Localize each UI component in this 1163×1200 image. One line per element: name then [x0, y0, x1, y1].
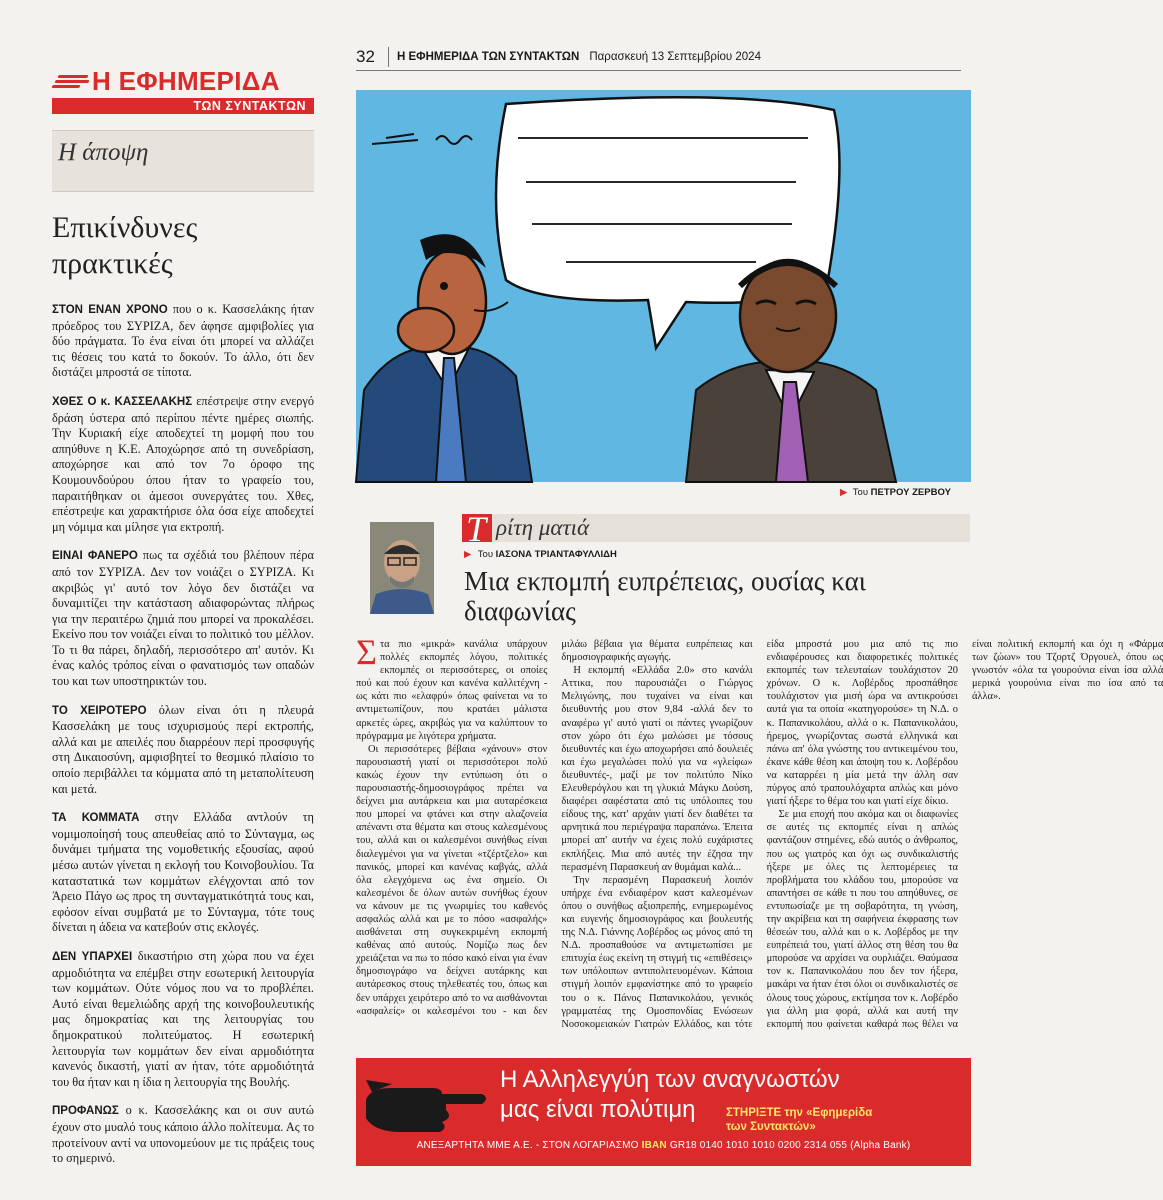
byline-name: ΙΑΣΟΝΑ ΤΡΙΑΝΤΑΦΥΛΛΙΔΗ: [495, 549, 617, 560]
columnist-photo: [370, 522, 434, 614]
ad-iban-label: IBAN: [641, 1140, 667, 1151]
ad-line-1: Η Αλληλεγγύη των αναγνωστών: [500, 1066, 840, 1093]
opinion-rubric: Η άποψη: [58, 139, 149, 166]
byline-prefix: Του: [477, 549, 494, 560]
editorial-paragraph: [52, 810, 314, 936]
drop-cap: Σ: [356, 632, 377, 672]
column-byline: [464, 549, 617, 560]
editorial-paragraph-lead: ΣΤΟΝ ΕΝΑΝ ΧΡΟΝΟ: [52, 304, 168, 316]
editorial-paragraph: [52, 949, 314, 1090]
editorial-paragraph-lead: ΤΟ ΧΕΙΡΟΤΕΡΟ: [52, 704, 147, 717]
editorial-paragraph: [52, 1103, 314, 1166]
column-first-paragraph: [356, 632, 548, 743]
masthead-mark-icon: [52, 73, 90, 91]
ad-bank-name: (Alpha Bank): [850, 1140, 911, 1151]
editorial-paragraph: [52, 302, 314, 381]
opinion-rubric-box: [52, 130, 314, 192]
column-rubric-text: ρίτη ματιά: [496, 515, 590, 540]
editorial-paragraph-text: που ο κ. Κασσελάκης ήταν πρόεδρος του ΣΥΡΙΖΑ, δεν άφησε αμφιβολίες για δύο πράγματα. Το ένα είναι ότι μπορεί να αλλάζει τις θέσεις του κατά το δοκούν. Το άλλο, ότι δεν διστάζει μπροστά σε τίποτα.: [52, 302, 314, 380]
column-rubric-initial-box: [462, 509, 492, 549]
column-paragraph: Την περασμένη Παρασκευή λοιπόν υπήρχε ένα ενδιαφέρον καστ καλεσμένων όπου ο συνήθως αξιοπρεπής, ενημερωμένος και ευγενής δημοσιογράφος και βουλευτής της Ν.Δ. Γιάννης Λοβέρδος ως μόνος από τη Ν.Δ. προσπαθούσε να αντιμετωπίσει με επιτυχία έως εκείνη τη στιγμή τις «επιθέσεις» των υπόλοιπων αντιπολιτευομένων. Κάποια στιγμή λοιπόν εμφανίστηκε από το γραφείο του ο κ. Πάνος Παπανικολάου, γενικός γραμματέας της Ομοσπονδίας Ενώσεων Νοσοκομειακών Γιατρών Ελλάδος, και τότε είδα μπροστά μου μια από τις πιο ενδιαφέρουσες και διαφορετικές πολιτικές εκπομπές των τελευταίων τουλάχιστον 20 χρόνων. Ο κ. Λοβέρδος προσπάθησε τουλάχιστον για μισή ώρα να αντικρούσει αυτά για τα οποία «κατηγορούσε» τη Ν.Δ. ο κ. Παπανικολάου, αλλά ο κ. Παπανικολάου, ήρεμος, γνωρίζοντας σωστά ελληνικά και πάνω απ' όλα γνώστης του αντικειμένου του, έκανε κάθε θέση και άποψη του κ. Λοβέρδου να καταρρέει η μία μετά την άλλη σαν πύργος από τραπουλόχαρτα απλώς και μόνο γιατί ήξερε το θέμα του και γιατί είχε δίκιο.: [561, 639, 958, 1030]
editorial-headline: Επικίνδυνες πρακτικές: [52, 211, 198, 280]
reader-solidarity-ad: [356, 1058, 971, 1166]
ad-support-text: [726, 1106, 872, 1134]
editorial-paragraph-lead: ΔΕΝ ΥΠΑΡΧΕΙ: [52, 950, 133, 963]
cartoon-illustration: [356, 90, 971, 482]
page-header: [356, 44, 961, 71]
header-paper-name: Η ΕΦΗΜΕΡΙΔΑ ΤΩΝ ΣΥΝΤΑΚΤΩΝ: [397, 51, 580, 63]
editorial-paragraph-text: δικαστήριο στη χώρα που να έχει αρμοδιότητα να επέμβει στην εσωτερική λειτουργία των κομμάτων. Ούτε νόμος που να το προβλέπει. Αυτό είναι θεμελιώδης αρχή της κοινοβουλευτικής μας δημοκρατίας και της λειτουργίας του δημοκρατικού πολιτεύματος. Η εσωτερική λειτουργία των κομμάτων δεν είναι αρμοδιότητα κανενός δικαστή, γιατί αν ήταν, τότε αρμοδιότητά του θα ήταν και η ίδια η λειτουργία της Βουλής.: [52, 948, 315, 1089]
column-paragraph: Σε μια εποχή που ακόμα και οι διαφωνίες σε αυτές τις εκπομπές είναι η απλώς φαντάζουν στημένες, εδώ αυτός ο άνθρωπος, που ως γιατρός και όχι ως συνδικαλιστής ήξερε με όλες τις λεπτομέρειες τα προβλήματα του κλάδου του, μπορούσε να απαντήσει σε κάθε τι που του απηύθυνες, σε εντυπωσίαζε με τη σοβαρότητα, τη γνώση, την ακρίβεια και τη σαφήνεια έκφρασης των θέσεών του, αλλά και ο κ. Λοβέρδος με την ευπρέπειά του, γιατί άλλος στη θέση του θα μπορούσε να αρχίσει να ουρλιάζει. Θαύμασα τον κ. Παπανικολάου που δεν τον ήξερα, μακάρι να ήταν έτσι όλοι οι συνδικαλιστές σε όλους τους χώρους, εκτίμησα τον κ. Λοβέρδο για άλλη μια φορά, αλλά και αυτή την εκπομπή που φαίνεται καθαρά πως θέλει να είναι πολιτική εκπομπή και όχι η «Φάρμα των ζώων» του Τζορτζ Όργουελ, όπου ως γνωστόν «όλα τα γουρούνια είναι ίσα αλλά μερικά γουρούνια είναι πιο ίσα από τα άλλα».: [766, 639, 1163, 1030]
column-rubric-initial: Τ: [466, 509, 487, 549]
play-triangle-icon: ▶: [840, 487, 848, 498]
column-first-paragraph-text: τα πιο «μικρά» κανάλια υπάρχουν πολλές εκπομπές λόγου, πολιτικές εκπομπές οι περισσότερες, οι οποίες πού και πού έχουν και κανένα καλλιτέχνη - ως κάτι πιο «ελαφρύ» όπως φαίνεται να το αντιμετωπίζουν, που κρατάει μάλιστα αρκετές ώρες, ακριβώς για να καλύπτουν το πρόγραμμα με λιγότερα χρήματα.: [356, 639, 548, 742]
cartoon-credit: [840, 487, 951, 498]
editorial-paragraph: [52, 394, 314, 535]
cartoon-credit-name: ΠΕΤΡΟΥ ΖΕΡΒΟΥ: [870, 487, 951, 498]
editorial-paragraph-lead: ΧΘΕΣ Ο κ. ΚΑΣΣΕΛΑΚΗΣ: [52, 395, 193, 408]
editorial-body: [52, 302, 314, 1180]
column-title: Μια εκπομπή ευπρέπειας, ουσίας και διαφωνίας: [464, 566, 866, 626]
editorial-paragraph-text: επέστρεψε στην ενεργό δράση ύστερα από περίπου πέντε ημέρες σιωπής. Την Κυριακή είχε αποδεχτεί τη μομφή που του απηύθυνε η Κ.Ε. Αποχώρησε από τη συνεδρίαση, αποχώρησε και από τον 7ο όροφο της Κουμουνδούρου όπου ήταν το γραφείο του, παραιτήθηκαν οι άμεσοι συνεργάτες του. Χθες, επέστρεψε και χαρακτήρισε όλα όσα είχε αποδεχτεί μη νόμιμα και μίλησε για εκτροπή.: [52, 393, 314, 534]
page-number: 32: [356, 47, 389, 67]
editorial-paragraph: [52, 703, 314, 798]
ad-bank-prefix: ΑΝΕΞΑΡΤΗΤΑ ΜΜΕ Α.Ε. - ΣΤΟΝ ΛΟΓΑΡΙΑΣΜΟ: [416, 1140, 639, 1151]
column-paragraph: Οι περισσότερες βέβαια «χάνουν» στον παρουσιαστή γιατί οι περισσότεροι πολύ κακώς έχουν την εντύπωση ότι ο παρουσιαστής-δημοσιογράφος πρέπει να δείχνει μια αυτάρκεια και μια αυταρέσκεια που μπορεί να φτάνει και στην αλαζονεία απέναντι στα θέματα και στους καλεσμένους του, αλλά και οι καλεσμένοι συνήθως είναι διαλεγμένοι για να γίνεται «τζέρτζελο» και πανικός, μπορεί και κανένας καβγάς, αλλά όλα ελεγχόμενα ως ένα σημείο. Οι καλεσμένοι δε όλων αυτών συνήθως έχουν να κάνουν με τις γνωριμίες του καθενός ασφαλώς αλλά και με το πόσο «ασφαλής» αισθάνεται στη συγκεκριμένη εκπομπή καθένας από αυτούς. Νομίζω πως δεν χρειάζεται να πω το πόσο κακό είναι για έναν δημοσιογράφο να δείχνει αυτάρκης και αυτάρεσκος στους τηλεθεατές του, όπως και δεν υπάρχει χειρότερο από το να αισθάνονται «ασφαλείς» οι καλεσμένοι του - και δεν μιλάω βέβαια για θέματα ευπρέπειας και δημοσιογραφικής αγωγής.: [356, 639, 753, 1017]
masthead-subtitle: ΤΩΝ ΣΥΝΤΑΚΤΩΝ: [52, 98, 314, 114]
pointing-hand-icon: [362, 1070, 492, 1140]
masthead: [52, 66, 314, 114]
ad-iban: GR18 0140 1010 1010 0200 2314 055: [669, 1140, 848, 1151]
header-date: Παρασκευή 13 Σεπτεμβρίου 2024: [589, 51, 761, 63]
masthead-name: Η ΕΦΗΜΕΡΙΔΑ: [92, 66, 280, 96]
column-paragraph: Η εκπομπή «Ελλάδα 2.0» στο κανάλι Αττικα, που παρουσιάζει ο Γιώργος Μελιγώνης, που τυχαίνει να είναι και διευθυντής μου στον 9,84 -αλλά δεν το αναφέρω γι' αυτό γιατί οι πάντες γνωρίζουν στον χώρο ότι έχω μαλώσει με τόσους διευθυντές και έχω αποχωρήσει από δουλειές και έχω μεγαλώσει πολύ για να «γλείφω» διευθυντές-, μαζί με τον πολιτύπο Νίκο Ελευθερόγλου και τη γλυκιά Μάγκυ Δούση, διαφέρει σαφέστατα από τις υπόλοιπες του είδους της, κατ' αρχάιν γιατί δεν διαθέτει τα αρνητικά που περιέγραψα παραπάνω. Έπειτα μπορεί απ' αυτήν να έχεις πολύ ευχάριστες εκπλήξεις. Μια από αυτές την έζησα την περασμένη Παρασκευή αν θυμάμαι καλά...: [561, 665, 753, 873]
editorial-paragraph-text: όλων είναι ότι η πλευρά Κασσελάκη με τους ισχυρισμούς περί εκτροπής, αλλά και με απειλές που διαρρέουν περί προσφυγής στη Δικαιοσύνη, αμφισβητεί το θεσμικό πλαίσιο το οποίο περιβάλλει τα κόμματα από τη μεταπολίτευση και μετά.: [52, 702, 315, 796]
cartoon-credit-prefix: Του: [852, 487, 869, 498]
editorial-paragraph-lead: ΠΡΟΦΑΝΩΣ: [52, 1105, 119, 1118]
editorial-paragraph-text: στην Ελλάδα αντλούν τη νομιμοποίησή τους απευθείας από το Σύνταγμα, ως δυνάμει τμήματα της νομοθετικής εξουσίας, αφού μέσω αυτών γίνεται η εκλογή του Κοινοβουλίου. Τα καταστατικά των κομμάτων ελέγχονται από τον Άρειο Πάγο ως προς τη συνταγματικότητά τους και, εφόσον είναι συμβατά με το Σύνταγμα, τότε τους δίνεται η άδεια να κατεβούν στις εκλογές.: [52, 810, 314, 935]
ad-line-2: μας είναι πολύτιμη: [500, 1096, 696, 1123]
column-rubric: [462, 509, 970, 549]
ad-bank-details: [356, 1140, 971, 1151]
ad-support-line-1: ΣΤΗΡΙΞΤΕ την «Εφημερίδα: [726, 1107, 873, 1119]
editorial-paragraph-lead: ΤΑ ΚΟΜΜΑΤΑ: [52, 812, 140, 825]
editorial-paragraph-lead: ΕΙΝΑΙ ΦΑΝΕΡΟ: [52, 550, 138, 563]
editorial-paragraph-text: ο κ. Κασσελάκης και οι συν αυτώ έχουν στο μυαλό τους κάποιο άλλο πολίτευμα. Ας το προτείνουν αντί να υπονομεύουν με τις πράξεις τους το σημερινό.: [52, 1103, 314, 1166]
editorial-paragraph-text: πως τα σχέδιά του βλέπουν πέρα από τον ΣΥΡΙΖΑ. Δεν τον νοιάζει ο ΣΥΡΙΖΑ. Κι ακριβώς γι' αυτό τον λόγο δεν διστάζει να δυναμιτίζει την κατάσταση αδιαφορώντας πλήρως για την περαιτέρω ζημιά που μπορεί να προκαλέσει. Εκείνο που τον νοιάζει είναι το πολιτικό του μέλλον. Το τι θα πάρει, δηλαδή, περισσότερο απ' αυτόν. Κι ένας καλός τρόπος είναι ο φανατισμός των οπαδών του και των υποστηρικτών του.: [52, 548, 314, 689]
editorial-paragraph: [52, 548, 314, 689]
play-triangle-icon: ▶: [464, 549, 472, 560]
column-body: [356, 632, 1163, 1038]
cartoon: [356, 90, 971, 482]
ad-support-line-2: των Συντακτών»: [726, 1121, 816, 1133]
